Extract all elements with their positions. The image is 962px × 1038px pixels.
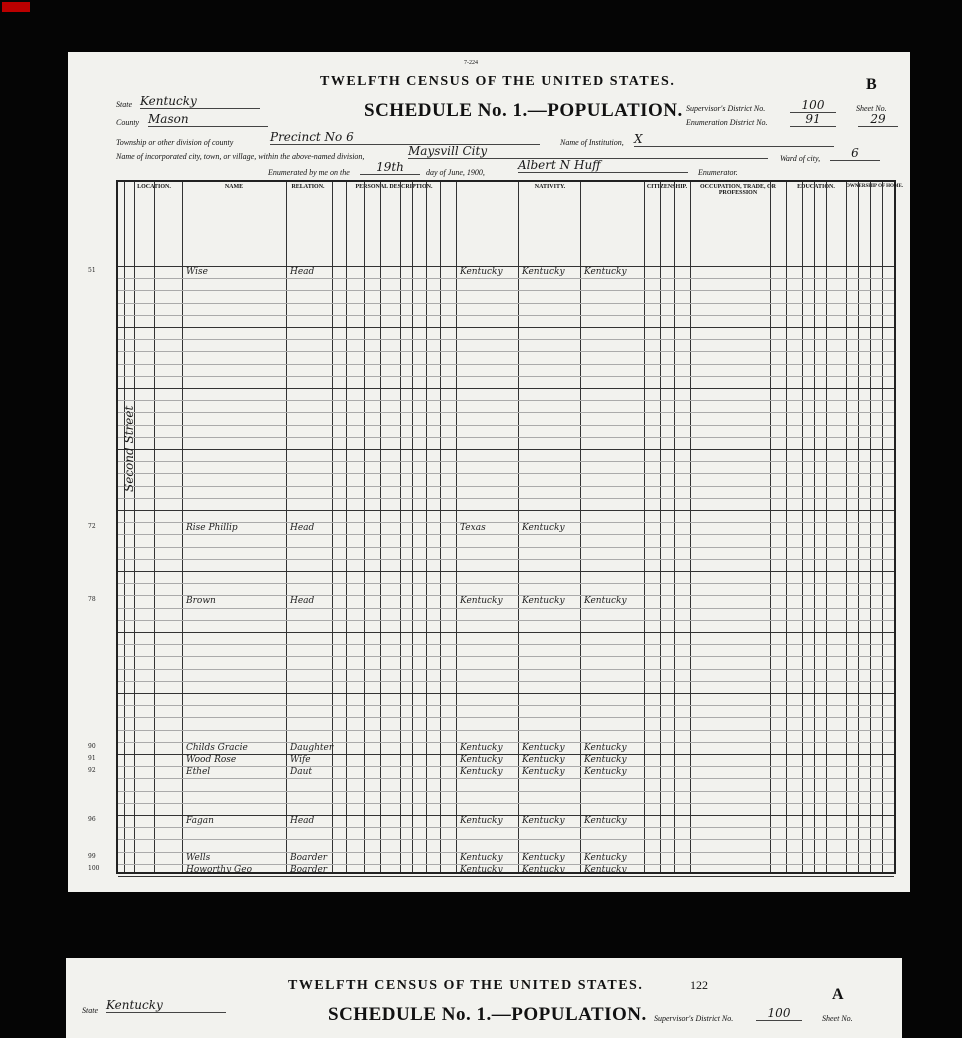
line-number: 92 bbox=[88, 767, 96, 775]
enumerated-mid: day of June, 1900, bbox=[426, 168, 485, 177]
grid-row-rule bbox=[118, 510, 894, 511]
county-value: Mason bbox=[148, 112, 268, 127]
mother-birthplace: Kentucky bbox=[584, 596, 627, 607]
grid-column-rule bbox=[456, 182, 457, 872]
grid-row-rule bbox=[118, 608, 894, 609]
mother-birthplace: Kentucky bbox=[584, 767, 627, 778]
father-birthplace: Kentucky bbox=[522, 816, 565, 826]
col-relation: RELATION. bbox=[291, 184, 325, 190]
grid-column-rule bbox=[786, 182, 787, 872]
grid-row-rule bbox=[118, 852, 894, 853]
grid-row-rule bbox=[118, 534, 894, 535]
ward-value: 6 bbox=[830, 146, 880, 161]
person-birthplace: Kentucky bbox=[460, 767, 503, 778]
grid-column-rule bbox=[412, 182, 413, 872]
township-value: Precinct No 6 bbox=[270, 130, 540, 145]
grid-row-rule bbox=[118, 425, 894, 426]
grid-row-rule bbox=[118, 547, 894, 548]
grid-row-rule bbox=[118, 705, 894, 706]
father-birthplace: Kentucky bbox=[522, 767, 565, 778]
grid-row-rule bbox=[118, 681, 894, 682]
grid-row-rule bbox=[118, 449, 894, 450]
grid-column-rule bbox=[426, 182, 427, 872]
street-name: Second Street bbox=[122, 405, 136, 492]
second-state-value: Kentucky bbox=[106, 998, 226, 1013]
person-birthplace: Kentucky bbox=[460, 816, 503, 826]
grid-column-rule bbox=[364, 182, 365, 872]
supervisor-label: Supervisor's District No. bbox=[686, 104, 766, 113]
col-citizenship: CITIZENSHIP. bbox=[646, 184, 688, 190]
mother-birthplace: Kentucky bbox=[584, 852, 627, 863]
second-schedule-title: SCHEDULE No. 1.—POPULATION. bbox=[328, 1004, 647, 1025]
grid-row-rule bbox=[118, 827, 894, 828]
person-name: Fagan bbox=[186, 816, 214, 826]
col-personal: PERSONAL DESCRIPTION. bbox=[355, 184, 433, 190]
line-number: 100 bbox=[88, 864, 100, 872]
grid-column-rule bbox=[846, 182, 847, 872]
person-relation: Wife bbox=[290, 755, 311, 765]
grid-row-rule bbox=[118, 364, 894, 365]
state-label: State bbox=[116, 100, 132, 109]
mother-birthplace: Kentucky bbox=[584, 267, 627, 277]
person-name: Childs Gracie bbox=[186, 742, 248, 753]
person-relation: Head bbox=[290, 267, 315, 277]
township-label: Township or other division of county bbox=[116, 138, 234, 147]
enumerated-day: 19th bbox=[360, 160, 420, 175]
enumerator-value: Albert N Huff bbox=[518, 158, 688, 173]
grid-row-rule bbox=[118, 486, 894, 487]
person-relation: Boarder bbox=[290, 852, 328, 863]
father-birthplace: Kentucky bbox=[522, 755, 565, 765]
grid-column-rule bbox=[802, 182, 803, 872]
enumeration-label: Enumeration District No. bbox=[686, 118, 768, 127]
schedule-title: SCHEDULE No. 1.—POPULATION. bbox=[364, 100, 683, 121]
grid-row-rule bbox=[118, 498, 894, 499]
grid-row-rule bbox=[118, 730, 894, 731]
grid-column-rule bbox=[870, 182, 871, 872]
grid-column-rule bbox=[826, 182, 827, 872]
father-birthplace: Kentucky bbox=[522, 596, 565, 607]
grid-row-rule bbox=[118, 803, 894, 804]
grid-row-rule bbox=[118, 839, 894, 840]
form-number: 7-224 bbox=[464, 60, 478, 66]
census-sheet-a bbox=[66, 958, 902, 1038]
grid-row-rule bbox=[118, 351, 894, 352]
grid-row-rule bbox=[118, 876, 894, 877]
institution-value: X bbox=[634, 132, 834, 147]
grid-column-rule bbox=[380, 182, 381, 872]
second-sheet-letter: A bbox=[832, 986, 844, 1003]
person-name: Wise bbox=[186, 267, 208, 277]
grid-column-rule bbox=[346, 182, 347, 872]
person-birthplace: Kentucky bbox=[460, 755, 503, 765]
second-supervisor-label: Supervisor's District No. bbox=[654, 1014, 734, 1023]
person-name: Wells bbox=[186, 852, 211, 863]
grid-row-rule bbox=[118, 559, 894, 560]
ward-label: Ward of city, bbox=[780, 154, 821, 163]
grid-row-rule bbox=[118, 815, 894, 816]
city-value: Maysvill City bbox=[408, 144, 768, 159]
person-name: Rise Phillip bbox=[186, 523, 238, 534]
grid-row-rule bbox=[118, 315, 894, 316]
grid-column-rule bbox=[770, 182, 771, 872]
grid-row-rule bbox=[118, 693, 894, 694]
mother-birthplace: Kentucky bbox=[584, 742, 627, 753]
grid-row-rule bbox=[118, 473, 894, 474]
grid-column-rule bbox=[182, 182, 183, 872]
grid-column-rule bbox=[154, 182, 155, 872]
col-ownership: OWNERSHIP OF HOME. bbox=[846, 184, 904, 189]
grid-column-rule bbox=[814, 182, 815, 872]
archive-stamp bbox=[2, 2, 30, 12]
sheet-no-label: Sheet No. bbox=[856, 104, 887, 113]
father-birthplace: Kentucky bbox=[522, 742, 565, 753]
grid-column-rule bbox=[134, 182, 135, 872]
person-name: Wood Rose bbox=[186, 755, 237, 765]
line-number: 90 bbox=[88, 742, 96, 750]
mother-birthplace: Kentucky bbox=[584, 864, 627, 875]
grid-row-rule bbox=[118, 571, 894, 572]
col-occupation: OCCUPATION, TRADE, OR PROFESSION bbox=[699, 184, 776, 196]
person-birthplace: Kentucky bbox=[460, 267, 503, 277]
grid-column-rule bbox=[124, 182, 125, 872]
grid-row-rule bbox=[118, 388, 894, 389]
person-relation: Head bbox=[290, 596, 315, 607]
grid-row-rule bbox=[118, 303, 894, 304]
grid-row-rule bbox=[118, 290, 894, 291]
mother-birthplace: Kentucky bbox=[584, 816, 627, 826]
census-sheet-b bbox=[68, 52, 910, 892]
grid-column-rule bbox=[690, 182, 691, 872]
grid-row-rule bbox=[118, 400, 894, 401]
col-name: NAME bbox=[224, 184, 244, 190]
grid-row-rule bbox=[118, 644, 894, 645]
grid-row-rule bbox=[118, 656, 894, 657]
grid-row-rule bbox=[118, 437, 894, 438]
grid-column-rule bbox=[674, 182, 675, 872]
grid-column-rule bbox=[518, 182, 519, 872]
line-number: 78 bbox=[88, 596, 96, 604]
grid-column-rule bbox=[332, 182, 333, 872]
second-page-number: 122 bbox=[690, 978, 708, 992]
grid-row-rule bbox=[118, 461, 894, 462]
grid-column-rule bbox=[400, 182, 401, 872]
state-value: Kentucky bbox=[140, 94, 260, 109]
second-sheet-label: Sheet No. bbox=[822, 1014, 853, 1023]
line-number: 72 bbox=[88, 523, 96, 531]
grid-row-rule bbox=[118, 327, 894, 328]
person-name: Howorthy Geo bbox=[186, 864, 252, 875]
sheet-letter: B bbox=[866, 76, 877, 93]
father-birthplace: Kentucky bbox=[522, 523, 565, 534]
father-birthplace: Kentucky bbox=[522, 267, 565, 277]
grid-row-rule bbox=[118, 412, 894, 413]
population-grid bbox=[88, 180, 904, 875]
second-supervisor-value: 100 bbox=[756, 1006, 802, 1021]
person-relation: Boarder bbox=[290, 864, 328, 875]
father-birthplace: Kentucky bbox=[522, 852, 565, 863]
col-nativity: NATIVITY. bbox=[534, 184, 566, 190]
grid-row-rule bbox=[118, 778, 894, 779]
census-title: TWELFTH CENSUS OF THE UNITED STATES. bbox=[320, 74, 676, 89]
grid-header-rule bbox=[118, 266, 894, 267]
person-name: Ethel bbox=[186, 767, 211, 778]
person-birthplace: Texas bbox=[460, 523, 486, 534]
enumerated-prefix: Enumerated by me on the bbox=[268, 168, 350, 177]
city-label: Name of incorporated city, town, or village, within the above-named division, bbox=[116, 152, 365, 161]
grid-column-rule bbox=[858, 182, 859, 872]
grid-row-rule bbox=[118, 620, 894, 621]
grid-row-rule bbox=[118, 278, 894, 279]
grid-column-rule bbox=[286, 182, 287, 872]
grid-column-rule bbox=[882, 182, 883, 872]
line-number: 96 bbox=[88, 816, 96, 823]
grid-row-rule bbox=[118, 669, 894, 670]
grid-row-rule bbox=[118, 339, 894, 340]
second-census-title: TWELFTH CENSUS OF THE UNITED STATES. bbox=[288, 978, 644, 993]
person-birthplace: Kentucky bbox=[460, 596, 503, 607]
grid-row-rule bbox=[118, 632, 894, 633]
grid-row-rule bbox=[118, 583, 894, 584]
col-education: EDUCATION. bbox=[797, 184, 835, 190]
enumerator-label: Enumerator. bbox=[698, 168, 738, 177]
line-number: 91 bbox=[88, 755, 96, 762]
grid-row-rule bbox=[118, 376, 894, 377]
person-relation: Head bbox=[290, 816, 315, 826]
person-birthplace: Kentucky bbox=[460, 852, 503, 863]
col-location: LOCATION. bbox=[137, 184, 171, 190]
line-number: 99 bbox=[88, 852, 96, 860]
person-relation: Daughter bbox=[290, 742, 334, 753]
county-label: County bbox=[116, 118, 140, 127]
person-relation: Head bbox=[290, 523, 315, 534]
grid-column-rule bbox=[580, 182, 581, 872]
grid-row-rule bbox=[118, 791, 894, 792]
second-state-label: State bbox=[82, 1006, 98, 1015]
person-birthplace: Kentucky bbox=[460, 864, 503, 875]
enumeration-value: 91 bbox=[790, 112, 836, 127]
grid-row-rule bbox=[118, 595, 894, 596]
person-birthplace: Kentucky bbox=[460, 742, 503, 753]
sheet-no-value: 29 bbox=[858, 112, 898, 127]
grid-column-rule bbox=[660, 182, 661, 872]
grid-row-rule bbox=[118, 766, 894, 767]
institution-label: Name of Institution, bbox=[560, 138, 624, 147]
mother-birthplace: Kentucky bbox=[584, 755, 627, 765]
line-number: 51 bbox=[88, 267, 96, 274]
father-birthplace: Kentucky bbox=[522, 864, 565, 875]
person-relation: Daut bbox=[290, 767, 312, 778]
grid-column-rule bbox=[644, 182, 645, 872]
supervisor-value: 100 bbox=[790, 98, 836, 113]
grid-row-rule bbox=[118, 717, 894, 718]
grid-column-rule bbox=[440, 182, 441, 872]
person-name: Brown bbox=[186, 596, 216, 607]
